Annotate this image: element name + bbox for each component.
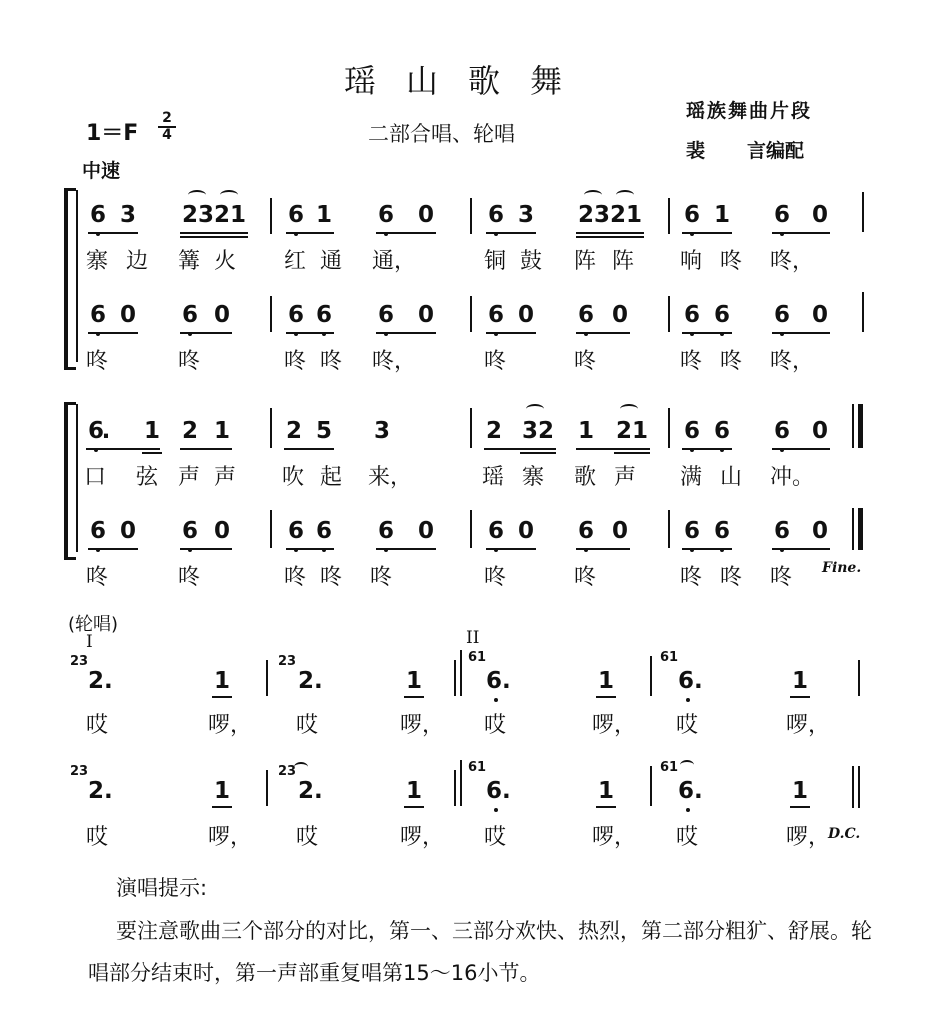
note: 1 [213, 418, 230, 444]
grace-note: 61 [468, 650, 487, 665]
part-two-marker: II [466, 628, 480, 648]
tie [188, 190, 206, 200]
barline [650, 656, 652, 696]
note: 6 [773, 302, 790, 328]
note: 1 [143, 418, 160, 444]
note: 1 [213, 668, 230, 694]
barline [668, 198, 670, 234]
lyric: 通 [320, 249, 343, 274]
lyric: 咚 [574, 565, 597, 590]
performance-tips-body: 要注意歌曲三个部分的对比，第一、三部分欢快、热烈，第二部分粗犷、舒展。轮唱部分结束时，第一声部重复唱第15～16小节。 [88, 919, 872, 985]
grace-note: 23 [70, 654, 89, 669]
note: 6 [487, 518, 504, 544]
note: 6 [287, 202, 304, 228]
lyric: 瑶 [482, 465, 505, 490]
beam [576, 236, 644, 238]
beam [142, 452, 162, 454]
note: 6 [683, 518, 700, 544]
note: 2 [577, 202, 594, 228]
note: 0 [417, 202, 434, 228]
lyric: 阵 [612, 249, 635, 274]
barline [460, 650, 462, 696]
note: 6 [773, 418, 790, 444]
lyric: 寨 [86, 249, 109, 274]
tempo-marking: 中速 [82, 160, 121, 182]
beam [180, 332, 232, 334]
beam [286, 232, 334, 234]
note: 2. [88, 668, 113, 694]
beam [486, 332, 536, 334]
note: 0 [417, 302, 434, 328]
dc-marking: D.C. [828, 826, 861, 842]
beam [404, 696, 424, 698]
lyric: 弦 [136, 465, 159, 490]
note: 1 [597, 778, 614, 804]
song-title: 瑶山歌舞 [343, 62, 592, 100]
beam [286, 548, 334, 550]
note: 0 [811, 518, 828, 544]
note: 2 [609, 202, 626, 228]
note: 2 [213, 202, 230, 228]
barline [862, 192, 864, 232]
lyric: 声 [214, 465, 237, 490]
tie [620, 404, 638, 414]
barline [270, 408, 272, 448]
barline [454, 770, 456, 806]
beam [88, 548, 138, 550]
lyric: 山 [720, 465, 743, 490]
lyric: 咚 [574, 349, 597, 374]
arranger-part2: 言编配 [747, 140, 805, 162]
lyric: 啰， [400, 713, 445, 738]
lyric: 火 [214, 249, 237, 274]
lyric: 吹 [282, 465, 305, 490]
lyric: 铜 [484, 249, 507, 274]
lyric: 寨 [522, 465, 545, 490]
arranger-part1: 裴 [686, 140, 706, 162]
lyric: 咚 [720, 565, 743, 590]
beam [576, 332, 630, 334]
note: 6 [377, 202, 394, 228]
lyric: 咚 [284, 349, 307, 374]
key-signature: 1＝F [86, 121, 139, 146]
note: 1 [597, 668, 614, 694]
time-signature [158, 112, 176, 142]
fermata [294, 762, 308, 772]
note: 1 [229, 202, 246, 228]
note: 5 [315, 418, 332, 444]
tie [616, 190, 634, 200]
beam [284, 448, 334, 450]
note: 6 [315, 518, 332, 544]
system-brace [64, 188, 76, 370]
tie [526, 404, 544, 414]
lyric: 歌 [574, 465, 597, 490]
note: 1 [713, 202, 730, 228]
beam [576, 548, 630, 550]
note: 6 [487, 202, 504, 228]
beam [682, 448, 732, 450]
fine-marking: Fine. [822, 560, 862, 576]
meter-top: 2 [162, 110, 172, 126]
tie [584, 190, 602, 200]
note: 6 [487, 302, 504, 328]
beam [180, 548, 232, 550]
beam [88, 332, 138, 334]
lyric: 咚 [370, 565, 393, 590]
tie [220, 190, 238, 200]
fermata [680, 760, 694, 770]
beam [376, 332, 436, 334]
note: 6. [678, 778, 703, 804]
final-barline [858, 508, 863, 550]
note: 0 [611, 518, 628, 544]
lyric: 咚 [284, 565, 307, 590]
note: 6 [713, 518, 730, 544]
lyric: 啰， [208, 713, 253, 738]
note: 0 [811, 418, 828, 444]
beam [596, 806, 616, 808]
lyric: 咚 [484, 349, 507, 374]
note: 0 [517, 302, 534, 328]
barline [270, 510, 272, 548]
note: 6 [181, 518, 198, 544]
lyric: 鼓 [520, 249, 543, 274]
note: 6 [89, 302, 106, 328]
note: 1 [213, 778, 230, 804]
beam [772, 548, 830, 550]
barline [668, 296, 670, 332]
note: 1 [577, 418, 594, 444]
part-one-marker: I [86, 632, 93, 652]
note: 2 [537, 418, 554, 444]
lyric: 冲。 [770, 465, 815, 490]
lyric: 咚， [770, 349, 815, 374]
lyric: 咚 [680, 349, 703, 374]
lyric: 响 [680, 249, 703, 274]
lyric: 啰， [786, 713, 831, 738]
final-barline [858, 766, 860, 808]
lyric: 啰， [786, 825, 831, 850]
note: 1 [791, 668, 808, 694]
barline [270, 198, 272, 234]
beam [772, 448, 830, 450]
note: 0 [811, 302, 828, 328]
lyric: 口 [84, 465, 107, 490]
lyric: 咚 [86, 349, 109, 374]
note: 6 [287, 302, 304, 328]
beam [486, 548, 536, 550]
beam [376, 232, 436, 234]
grace-note: 23 [70, 764, 89, 779]
lyric: 啰， [208, 825, 253, 850]
note: 6 [87, 418, 104, 444]
note: 6 [377, 302, 394, 328]
final-barline [858, 404, 863, 448]
barline [460, 760, 462, 806]
beam [772, 232, 830, 234]
lyric: 哎 [484, 825, 507, 850]
note: 6 [773, 518, 790, 544]
note: 6 [773, 202, 790, 228]
beam [376, 548, 436, 550]
lyric: 哎 [484, 713, 507, 738]
lyric: 咚， [770, 249, 815, 274]
note: 6 [577, 302, 594, 328]
note: 6. [678, 668, 703, 694]
barline [266, 770, 268, 806]
lyric: 边 [126, 249, 149, 274]
note: 0 [811, 202, 828, 228]
note: 2. [298, 668, 323, 694]
lyric: 咚 [720, 249, 743, 274]
lyric: 哎 [676, 713, 699, 738]
lyric: 咚 [320, 349, 343, 374]
lyric: 哎 [296, 825, 319, 850]
lyric: 通， [372, 249, 417, 274]
lyric: 声 [614, 465, 637, 490]
barline [862, 292, 864, 332]
note: 0 [611, 302, 628, 328]
beam [614, 452, 650, 454]
lyric: 哎 [676, 825, 699, 850]
subtitle: 二部合唱、轮唱 [368, 122, 515, 146]
beam [486, 232, 536, 234]
lyric: 咚 [770, 565, 793, 590]
note: 3 [593, 202, 610, 228]
barline [650, 766, 652, 806]
note: 3 [373, 418, 390, 444]
note: 6 [713, 302, 730, 328]
beam [596, 696, 616, 698]
beam [772, 332, 830, 334]
barline [668, 510, 670, 548]
lyric: 咚 [178, 565, 201, 590]
lyric: 咚， [372, 349, 417, 374]
barline [470, 198, 472, 234]
note: 6 [89, 202, 106, 228]
note: 0 [119, 302, 136, 328]
lyric: 啰， [400, 825, 445, 850]
beam [682, 232, 732, 234]
note: . [101, 418, 111, 444]
note: 6 [181, 302, 198, 328]
beam [576, 448, 650, 450]
lyric: 红 [284, 249, 307, 274]
note: 1 [791, 778, 808, 804]
barline [470, 510, 472, 548]
note: 6. [486, 778, 511, 804]
note: 6. [486, 668, 511, 694]
barline [470, 296, 472, 332]
note: 6 [577, 518, 594, 544]
note: 1 [405, 668, 422, 694]
barline [470, 408, 472, 448]
note: 0 [213, 302, 230, 328]
lyric: 咚 [86, 565, 109, 590]
beam [286, 332, 334, 334]
note: 3 [197, 202, 214, 228]
arranger [686, 136, 804, 163]
beam [212, 696, 232, 698]
note: 6 [683, 202, 700, 228]
lyric: 起 [320, 465, 343, 490]
note: 3 [119, 202, 136, 228]
beam [576, 232, 644, 234]
barline [270, 296, 272, 332]
lyric: 满 [680, 465, 703, 490]
grace-note: 23 [278, 654, 297, 669]
system-line [76, 190, 78, 362]
note: 0 [517, 518, 534, 544]
note: 2 [181, 418, 198, 444]
note: 2 [485, 418, 502, 444]
note: 2 [615, 418, 632, 444]
note: 6 [315, 302, 332, 328]
barline [668, 408, 670, 448]
note: 3 [517, 202, 534, 228]
lyric: 哎 [86, 713, 109, 738]
lyric: 咚 [320, 565, 343, 590]
lyric: 哎 [296, 713, 319, 738]
beam [682, 548, 732, 550]
note: 6 [713, 418, 730, 444]
lyric: 咚 [484, 565, 507, 590]
beam [180, 236, 248, 238]
lyric: 啰， [592, 825, 637, 850]
barline [858, 660, 860, 696]
lyric: 来， [368, 465, 413, 490]
note: 2. [88, 778, 113, 804]
note: 1 [625, 202, 642, 228]
source-note: 瑶族舞曲片段 [686, 100, 813, 122]
barline [266, 660, 268, 696]
barline [454, 660, 456, 696]
beam [520, 452, 556, 454]
grace-note: 61 [660, 760, 679, 775]
note: 1 [631, 418, 648, 444]
beam [88, 232, 138, 234]
lyric: 啰， [592, 713, 637, 738]
beam [484, 448, 556, 450]
lyric: 哎 [86, 825, 109, 850]
lyric: 声 [178, 465, 201, 490]
beam [682, 332, 732, 334]
note: 1 [315, 202, 332, 228]
lyric: 咚 [178, 349, 201, 374]
beam [212, 806, 232, 808]
note: 2 [285, 418, 302, 444]
note: 6 [377, 518, 394, 544]
beam [790, 696, 810, 698]
system-line [76, 404, 78, 552]
barline [852, 404, 854, 448]
note: 0 [417, 518, 434, 544]
note: 0 [119, 518, 136, 544]
beam [180, 232, 248, 234]
system-brace [64, 402, 76, 560]
meter-bottom: 4 [162, 127, 172, 143]
lyric: 咚 [720, 349, 743, 374]
barline [852, 766, 854, 808]
grace-note: 61 [660, 650, 679, 665]
note: 6 [287, 518, 304, 544]
performance-tips-title: 演唱提示: [116, 876, 208, 900]
lyric: 阵 [574, 249, 597, 274]
note: 6 [683, 302, 700, 328]
beam [180, 448, 232, 450]
grace-note: 23 [278, 764, 297, 779]
lyric: 咚 [680, 565, 703, 590]
note: 3 [521, 418, 538, 444]
beam [86, 448, 160, 450]
grace-note: 61 [468, 760, 487, 775]
round-label: (轮唱) [68, 614, 119, 635]
beam [404, 806, 424, 808]
note: 6 [89, 518, 106, 544]
lyric: 篝 [178, 249, 201, 274]
note: 6 [683, 418, 700, 444]
barline [852, 508, 854, 550]
note: 0 [213, 518, 230, 544]
note: 2 [181, 202, 198, 228]
note: 1 [405, 778, 422, 804]
note: 2. [298, 778, 323, 804]
beam [790, 806, 810, 808]
